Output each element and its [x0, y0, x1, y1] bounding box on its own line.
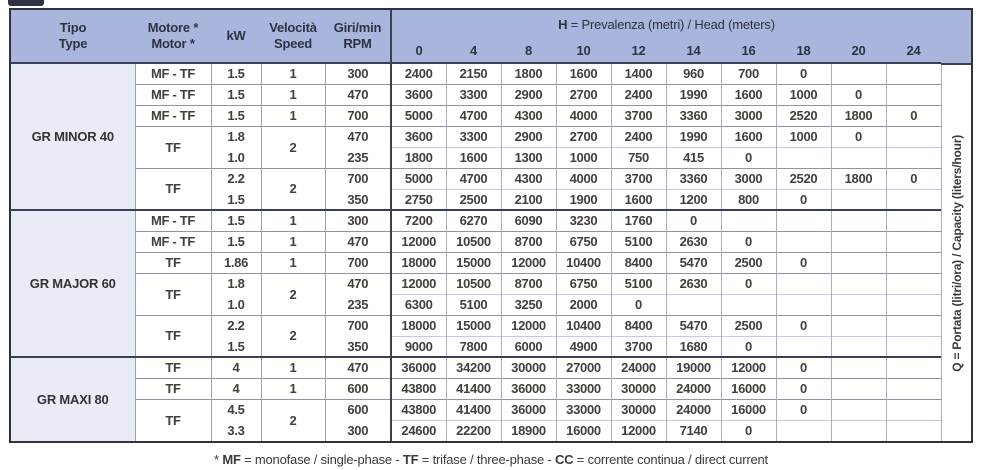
capacity-cell: 4300 — [501, 105, 556, 126]
capacity-cell: 12000 — [501, 315, 556, 336]
table-row — [11, 105, 941, 126]
capacity-cell: 30000 — [611, 378, 666, 399]
capacity-cell: 0 — [831, 84, 886, 105]
capacity-cell: 2520 — [776, 168, 831, 189]
capacity-cell: 3600 — [391, 84, 446, 105]
rpm-cell: 350 — [325, 336, 391, 357]
kw-cell: 4 — [211, 357, 261, 378]
capacity-cell: 1000 — [776, 126, 831, 147]
capacity-cell: 22200 — [446, 420, 501, 441]
capacity-cell: 4000 — [556, 168, 611, 189]
capacity-cell: 1800 — [501, 63, 556, 84]
footnote-segment: MF — [222, 452, 241, 467]
capacity-cell: 41400 — [446, 378, 501, 399]
capacity-cell: 3250 — [501, 294, 556, 315]
speed-cell: 1 — [261, 63, 325, 84]
capacity-cell — [831, 210, 886, 231]
capacity-cell — [831, 378, 886, 399]
capacity-cell: 5100 — [611, 273, 666, 294]
capacity-cell — [831, 399, 886, 420]
capacity-cell — [831, 336, 886, 357]
motor-cell: MF - TF — [135, 63, 211, 84]
capacity-cell: 12000 — [391, 231, 446, 252]
capacity-cell: 2750 — [391, 189, 446, 210]
capacity-cell: 5000 — [391, 105, 446, 126]
capacity-cell: 36000 — [391, 357, 446, 378]
motor-cell: MF - TF — [135, 105, 211, 126]
capacity-cell: 16000 — [721, 378, 776, 399]
capacity-cell: 2500 — [721, 252, 776, 273]
capacity-cell: 24000 — [611, 357, 666, 378]
pump-capacity-table-wrapper — [9, 8, 973, 443]
capacity-cell: 0 — [886, 105, 941, 126]
speed-cell: 2 — [261, 399, 325, 441]
rpm-cell: 300 — [325, 63, 391, 84]
head-value-12: 12 — [611, 38, 666, 63]
capacity-cell: 2900 — [501, 84, 556, 105]
capacity-cell: 3300 — [446, 126, 501, 147]
motor-cell: TF — [135, 126, 211, 168]
col-header-speed — [261, 10, 325, 63]
capacity-cell: 1000 — [556, 147, 611, 168]
capacity-cell: 2500 — [721, 315, 776, 336]
capacity-cell — [886, 399, 941, 420]
capacity-cell: 43800 — [391, 399, 446, 420]
capacity-cell: 10400 — [556, 315, 611, 336]
capacity-cell: 2900 — [501, 126, 556, 147]
head-meters-title — [391, 10, 941, 38]
capacity-cell: 4900 — [556, 336, 611, 357]
speed-cell: 2 — [261, 126, 325, 168]
capacity-cell — [721, 294, 776, 315]
capacity-cell: 1680 — [666, 336, 721, 357]
capacity-cell: 3700 — [611, 336, 666, 357]
head-title-text: = Prevalenza (metri) / Head (meters) — [567, 16, 775, 32]
capacity-cell: 18000 — [391, 252, 446, 273]
capacity-cell: 18000 — [391, 315, 446, 336]
rpm-cell: 470 — [325, 273, 391, 294]
col-header-motor — [135, 10, 211, 63]
capacity-cell — [886, 231, 941, 252]
capacity-cell: 12000 — [391, 273, 446, 294]
capacity-cell: 5100 — [611, 231, 666, 252]
capacity-cell — [831, 273, 886, 294]
table-row — [11, 63, 941, 84]
capacity-cell: 8400 — [611, 315, 666, 336]
capacity-cell: 8400 — [611, 252, 666, 273]
capacity-cell: 1600 — [721, 126, 776, 147]
capacity-cell: 2400 — [611, 126, 666, 147]
col-header-speed-it: Velocità — [269, 19, 317, 35]
motor-cell: TF — [135, 252, 211, 273]
capacity-cell: 415 — [666, 147, 721, 168]
capacity-cell: 0 — [776, 399, 831, 420]
capacity-cell: 4000 — [556, 105, 611, 126]
capacity-cell: 2400 — [611, 84, 666, 105]
speed-cell: 2 — [261, 273, 325, 315]
head-value-4: 4 — [446, 38, 501, 63]
capacity-cell: 3600 — [391, 126, 446, 147]
col-header-kw: kW — [211, 10, 261, 63]
col-header-rpm-it: Giri/min — [333, 19, 382, 35]
capacity-cell: 4700 — [446, 168, 501, 189]
kw-cell: 2.2 — [211, 315, 261, 336]
capacity-cell — [831, 189, 886, 210]
capacity-cell — [886, 189, 941, 210]
capacity-cell: 41400 — [446, 399, 501, 420]
capacity-cell: 4700 — [446, 105, 501, 126]
speed-cell: 1 — [261, 84, 325, 105]
capacity-cell: 12000 — [501, 252, 556, 273]
capacity-cell: 1400 — [611, 63, 666, 84]
capacity-cell: 4300 — [501, 168, 556, 189]
capacity-cell: 2400 — [391, 63, 446, 84]
capacity-cell — [776, 294, 831, 315]
capacity-cell: 700 — [721, 63, 776, 84]
capacity-cell: 1800 — [831, 168, 886, 189]
col-header-type-en: Type — [58, 36, 88, 51]
capacity-cell: 8700 — [501, 231, 556, 252]
capacity-cell: 6750 — [556, 231, 611, 252]
capacity-cell: 750 — [611, 147, 666, 168]
capacity-cell: 0 — [611, 294, 666, 315]
motor-cell: MF - TF — [135, 210, 211, 231]
capacity-cell: 5100 — [446, 294, 501, 315]
capacity-cell: 0 — [776, 315, 831, 336]
capacity-cell — [776, 231, 831, 252]
capacity-cell — [886, 126, 941, 147]
capacity-cell: 8700 — [501, 273, 556, 294]
kw-cell: 4 — [211, 378, 261, 399]
capacity-cell — [886, 63, 941, 84]
head-title-symbol: H — [558, 16, 568, 32]
speed-cell: 1 — [261, 357, 325, 378]
head-value-0: 0 — [391, 38, 446, 63]
footnote-segment: = trifase / three-phase - — [418, 452, 555, 467]
table-row — [11, 273, 941, 294]
head-value-16: 16 — [721, 38, 776, 63]
capacity-cell: 0 — [831, 126, 886, 147]
table-row — [11, 168, 941, 189]
capacity-cell: 10400 — [556, 252, 611, 273]
col-header-rpm — [325, 10, 391, 63]
capacity-cell: 1600 — [721, 84, 776, 105]
capacity-cell: 1760 — [611, 210, 666, 231]
capacity-cell: 0 — [776, 357, 831, 378]
capacity-cell — [886, 252, 941, 273]
capacity-cell: 3000 — [721, 105, 776, 126]
rpm-cell: 700 — [325, 315, 391, 336]
capacity-cell — [831, 357, 886, 378]
capacity-cell — [721, 210, 776, 231]
capacity-cell — [831, 294, 886, 315]
capacity-cell: 19000 — [666, 357, 721, 378]
capacity-cell — [886, 378, 941, 399]
rpm-cell: 700 — [325, 105, 391, 126]
capacity-cell — [886, 147, 941, 168]
capacity-cell: 30000 — [611, 399, 666, 420]
capacity-cell: 2700 — [556, 84, 611, 105]
table-row — [11, 378, 941, 399]
capacity-cell: 6750 — [556, 273, 611, 294]
kw-cell: 1.8 — [211, 273, 261, 294]
capacity-cell: 2520 — [776, 105, 831, 126]
head-value-14: 14 — [666, 38, 721, 63]
rpm-cell: 600 — [325, 378, 391, 399]
capacity-cell — [886, 315, 941, 336]
capacity-cell — [776, 273, 831, 294]
capacity-cell: 34200 — [446, 357, 501, 378]
capacity-cell: 0 — [776, 189, 831, 210]
kw-cell: 1.5 — [211, 63, 261, 84]
rpm-cell: 470 — [325, 126, 391, 147]
capacity-cell: 0 — [776, 378, 831, 399]
capacity-cell: 1600 — [446, 147, 501, 168]
capacity-cell: 2500 — [446, 189, 501, 210]
speed-cell: 1 — [261, 210, 325, 231]
capacity-cell: 0 — [721, 273, 776, 294]
capacity-cell: 12000 — [721, 357, 776, 378]
motor-cell: TF — [135, 168, 211, 210]
capacity-cell: 1600 — [556, 63, 611, 84]
capacity-cell: 16000 — [721, 399, 776, 420]
capacity-cell: 7800 — [446, 336, 501, 357]
capacity-cell: 24000 — [666, 399, 721, 420]
speed-cell: 2 — [261, 315, 325, 357]
capacity-cell: 0 — [886, 168, 941, 189]
capacity-cell: 3230 — [556, 210, 611, 231]
kw-cell: 1.86 — [211, 252, 261, 273]
capacity-cell: 3360 — [666, 168, 721, 189]
speed-cell: 1 — [261, 105, 325, 126]
kw-cell: 1.5 — [211, 231, 261, 252]
capacity-cell: 27000 — [556, 357, 611, 378]
capacity-cell — [886, 357, 941, 378]
speed-cell: 1 — [261, 231, 325, 252]
col-header-type-it: Tipo — [59, 19, 87, 35]
capacity-cell — [886, 84, 941, 105]
kw-cell: 2.2 — [211, 168, 261, 189]
motor-cell: TF — [135, 357, 211, 378]
capacity-cell: 2630 — [666, 231, 721, 252]
capacity-cell: 2700 — [556, 126, 611, 147]
capacity-cell: 3360 — [666, 105, 721, 126]
rpm-cell: 470 — [325, 231, 391, 252]
capacity-cell — [666, 294, 721, 315]
capacity-cell: 24600 — [391, 420, 446, 441]
capacity-cell — [831, 315, 886, 336]
capacity-cell: 0 — [721, 231, 776, 252]
capacity-cell: 12000 — [611, 420, 666, 441]
table-row — [11, 399, 941, 420]
capacity-cell: 36000 — [501, 399, 556, 420]
table-row — [11, 210, 941, 231]
capacity-cell — [886, 210, 941, 231]
capacity-cell — [831, 63, 886, 84]
capacity-cell: 0 — [721, 420, 776, 441]
table-row — [11, 126, 941, 147]
table-row — [11, 231, 941, 252]
capacity-cell: 43800 — [391, 378, 446, 399]
capacity-cell: 1900 — [556, 189, 611, 210]
capacity-cell: 9000 — [391, 336, 446, 357]
pump-type-cell: GR MAXI 80 — [11, 357, 135, 441]
capacity-cell: 33000 — [556, 378, 611, 399]
capacity-cell: 1000 — [776, 84, 831, 105]
pump-capacity-table — [11, 10, 941, 441]
kw-cell: 1.5 — [211, 105, 261, 126]
capacity-cell: 1990 — [666, 126, 721, 147]
capacity-axis-body — [941, 65, 971, 441]
footnote-segment: = monofase / single-phase - — [240, 452, 403, 467]
capacity-cell: 1300 — [501, 147, 556, 168]
capacity-cell: 800 — [721, 189, 776, 210]
capacity-cell: 30000 — [501, 357, 556, 378]
kw-cell: 1.5 — [211, 336, 261, 357]
capacity-cell: 7200 — [391, 210, 446, 231]
capacity-cell — [831, 231, 886, 252]
capacity-cell: 3700 — [611, 105, 666, 126]
footnote-segment: * — [214, 452, 223, 467]
rpm-cell: 235 — [325, 147, 391, 168]
capacity-cell: 5000 — [391, 168, 446, 189]
motor-cell: TF — [135, 399, 211, 441]
capacity-cell: 2000 — [556, 294, 611, 315]
capacity-cell: 0 — [721, 336, 776, 357]
col-header-speed-en: Speed — [273, 36, 312, 51]
capacity-cell — [776, 210, 831, 231]
capacity-cell: 5470 — [666, 252, 721, 273]
col-header-rpm-en: RPM — [343, 36, 372, 51]
capacity-cell: 1990 — [666, 84, 721, 105]
rpm-cell: 235 — [325, 294, 391, 315]
speed-cell: 2 — [261, 168, 325, 210]
capacity-cell: 15000 — [446, 252, 501, 273]
col-header-motor-en: Motor * — [151, 36, 195, 51]
capacity-cell — [776, 336, 831, 357]
table-row — [11, 357, 941, 378]
capacity-cell: 0 — [666, 210, 721, 231]
capacity-cell — [886, 336, 941, 357]
capacity-cell: 6300 — [391, 294, 446, 315]
capacity-axis-column — [941, 10, 971, 441]
capacity-cell — [886, 294, 941, 315]
motor-cell: MF - TF — [135, 231, 211, 252]
head-value-24: 24 — [886, 38, 941, 63]
rpm-cell: 700 — [325, 168, 391, 189]
kw-cell: 1.5 — [211, 189, 261, 210]
capacity-cell: 10500 — [446, 231, 501, 252]
capacity-cell: 0 — [776, 252, 831, 273]
kw-cell: 1.5 — [211, 210, 261, 231]
capacity-cell: 6270 — [446, 210, 501, 231]
capacity-cell — [831, 252, 886, 273]
capacity-axis-header — [941, 10, 971, 65]
head-value-20: 20 — [831, 38, 886, 63]
page-tab-fragment — [8, 0, 44, 6]
capacity-cell: 36000 — [501, 378, 556, 399]
rpm-cell: 470 — [325, 357, 391, 378]
footnote-segment: = corrente continua / direct current — [573, 452, 768, 467]
capacity-cell: 3000 — [721, 168, 776, 189]
capacity-cell: 15000 — [446, 315, 501, 336]
capacity-cell — [776, 420, 831, 441]
rpm-cell: 350 — [325, 189, 391, 210]
capacity-cell: 24000 — [666, 378, 721, 399]
capacity-cell — [776, 147, 831, 168]
speed-cell: 1 — [261, 378, 325, 399]
capacity-cell: 16000 — [556, 420, 611, 441]
capacity-cell: 960 — [666, 63, 721, 84]
table-row — [11, 252, 941, 273]
capacity-cell: 0 — [721, 147, 776, 168]
capacity-cell: 2150 — [446, 63, 501, 84]
capacity-cell: 1200 — [666, 189, 721, 210]
rpm-cell: 700 — [325, 252, 391, 273]
footnote-segment: TF — [402, 452, 419, 467]
capacity-cell — [886, 420, 941, 441]
table-row — [11, 315, 941, 336]
table-row — [11, 84, 941, 105]
capacity-cell: 3700 — [611, 168, 666, 189]
capacity-axis-label: Q = Portata (litri/ora) / Capacity (liters/hour) — [949, 134, 964, 372]
kw-cell: 1.0 — [211, 147, 261, 168]
capacity-cell: 6000 — [501, 336, 556, 357]
rpm-cell: 300 — [325, 420, 391, 441]
kw-cell: 3.3 — [211, 420, 261, 441]
col-header-motor-it: Motore * — [147, 19, 199, 35]
capacity-cell: 33000 — [556, 399, 611, 420]
head-value-10: 10 — [556, 38, 611, 63]
motor-cell: TF — [135, 273, 211, 315]
capacity-cell — [831, 147, 886, 168]
capacity-cell: 3300 — [446, 84, 501, 105]
col-header-type — [11, 10, 135, 63]
head-value-8: 8 — [501, 38, 556, 63]
rpm-cell: 470 — [325, 84, 391, 105]
capacity-cell — [886, 273, 941, 294]
capacity-cell: 0 — [776, 63, 831, 84]
capacity-cell: 1800 — [831, 105, 886, 126]
capacity-cell: 5470 — [666, 315, 721, 336]
capacity-cell — [831, 420, 886, 441]
motor-cell: TF — [135, 378, 211, 399]
capacity-cell: 2100 — [501, 189, 556, 210]
pump-type-cell: GR MINOR 40 — [11, 63, 135, 210]
motor-cell: TF — [135, 315, 211, 357]
kw-cell: 1.0 — [211, 294, 261, 315]
kw-cell: 1.5 — [211, 84, 261, 105]
rpm-cell: 300 — [325, 210, 391, 231]
capacity-cell: 10500 — [446, 273, 501, 294]
capacity-cell: 18900 — [501, 420, 556, 441]
footnote — [9, 452, 973, 467]
kw-cell: 4.5 — [211, 399, 261, 420]
footnote-segment: CC — [554, 452, 574, 467]
speed-cell: 1 — [261, 252, 325, 273]
motor-cell: MF - TF — [135, 84, 211, 105]
pump-type-cell: GR MAJOR 60 — [11, 210, 135, 357]
capacity-cell: 1800 — [391, 147, 446, 168]
head-value-18: 18 — [776, 38, 831, 63]
rpm-cell: 600 — [325, 399, 391, 420]
capacity-cell: 2630 — [666, 273, 721, 294]
capacity-cell: 6090 — [501, 210, 556, 231]
capacity-cell: 7140 — [666, 420, 721, 441]
kw-cell: 1.8 — [211, 126, 261, 147]
capacity-cell: 1600 — [611, 189, 666, 210]
